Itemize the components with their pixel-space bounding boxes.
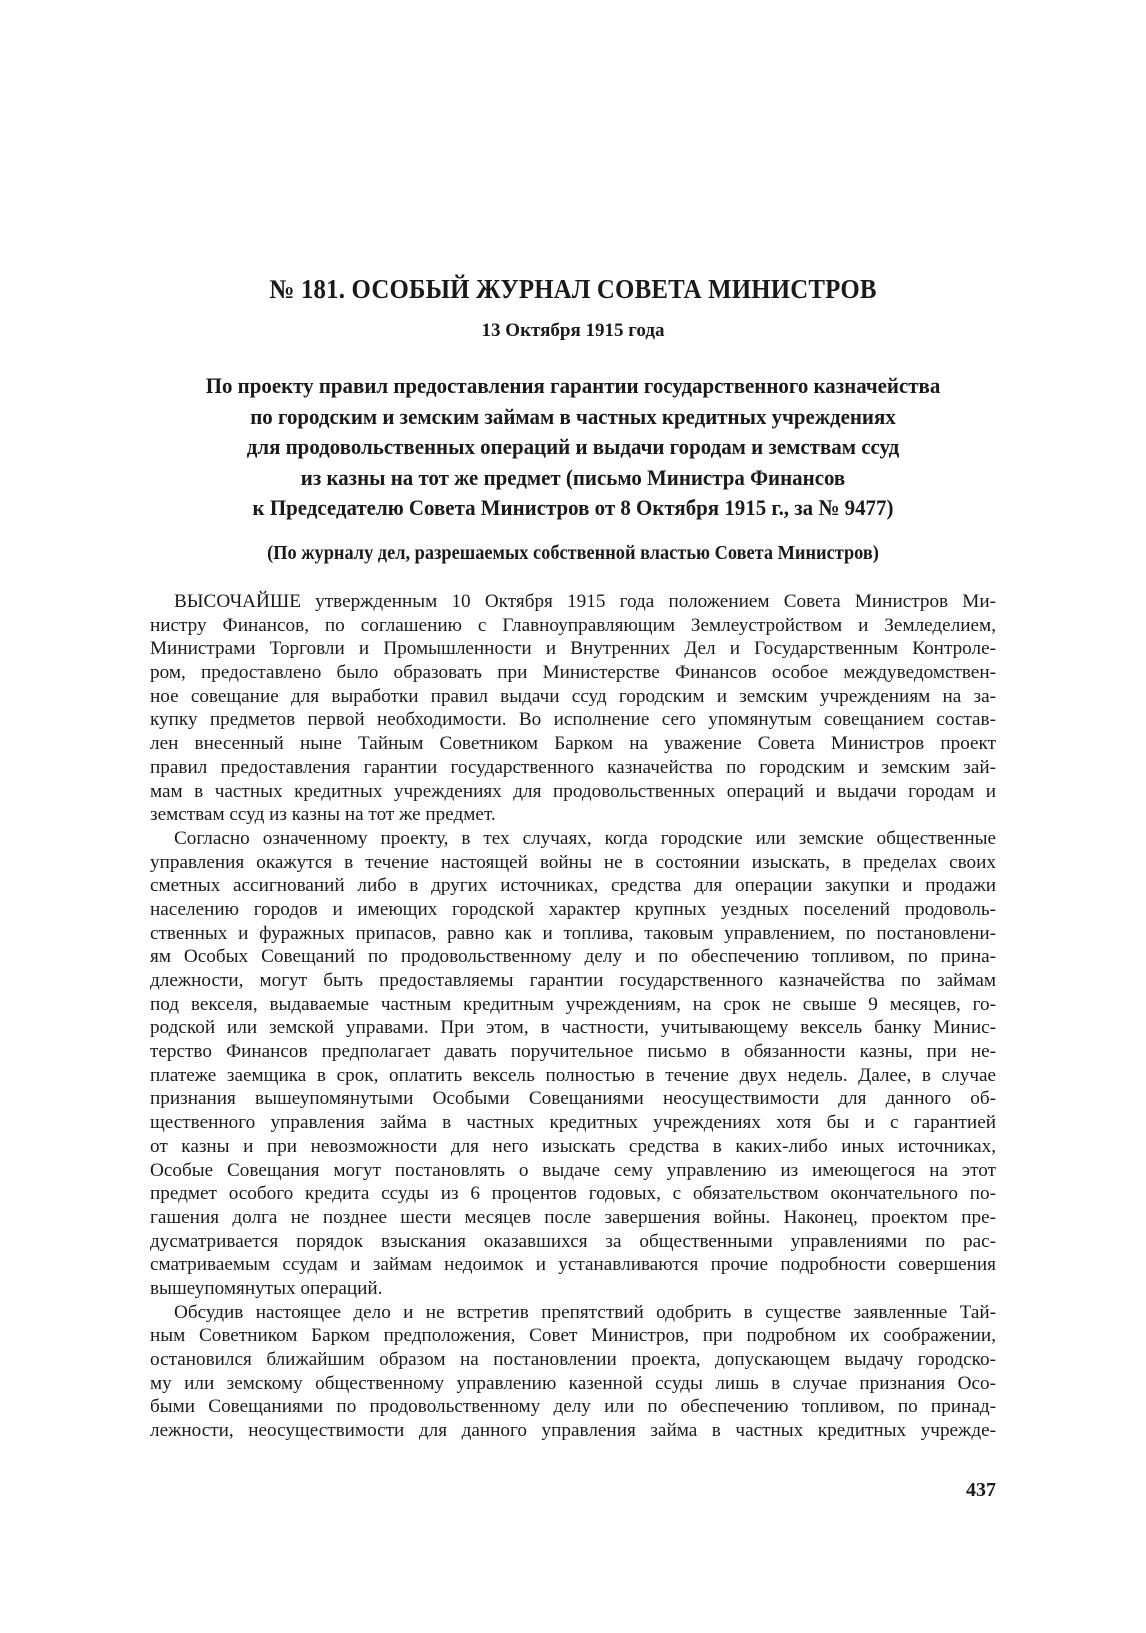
body-line: купку предметов первой необходимости. Во исполнение сего упомянутым совещанием состав- (150, 709, 996, 731)
body-line: сматриваемым ссудам и займам недоимок и устанавливаются прочие подробности совершения (150, 1254, 996, 1276)
body-line: правил предоставления гарантии государственного казначейства по городским и земским зай- (150, 756, 996, 778)
body-line: быми Совещаниями по продовольственному делу или по обеспечению топливом, по принад- (150, 1396, 996, 1418)
document-title: № 181. ОСОБЫЙ ЖУРНАЛ СОВЕТА МИНИСТРОВ (269, 274, 877, 304)
body-line: длежности, могут быть предоставляемы гарантии государственного казначейства по займам (150, 970, 996, 991)
body-line: земствам ссуд из казны на тот же предмет. (150, 804, 496, 826)
document-date: 13 Октября 1915 года (481, 320, 665, 341)
body-line: дусматривается порядок взыскания оказавшихся за общественными управлениями по рас- (150, 1230, 996, 1252)
body-line: ВЫСОЧАЙШЕ утвержденным 10 Октября 1915 года положением Совета Министров Ми- (174, 591, 996, 612)
body-line: управления окажутся в течение настоящей войны не в состоянии изыскать, в пределах своих (150, 851, 996, 873)
body-line: Обсудив настоящее дело и не встретив препятствий одобрить в существе заявленные Тай- (174, 1301, 996, 1323)
body-line: населению городов и имеющих городской характер крупных уездных поселений продоволь- (150, 898, 996, 920)
body-line: Согласно означенному проекту, в тех случаях, когда городские или земские общественные (174, 827, 996, 849)
body-line: вышеупомянутых операций. (150, 1277, 383, 1299)
subject-line: из казны на тот же предмет (письмо Министра Финансов (300, 464, 846, 490)
body-line: гашения долга не позднее шести месяцев после завершения войны. Наконец, проектом пре- (150, 1206, 996, 1228)
body-line: ственных и фуражных припасов, равно как и топлива, таковым управлением, по постановлени- (150, 922, 996, 944)
body-line: нистру Финансов, по соглашению с Главноуправляющим Землеустройством и Земледелием, (150, 614, 996, 636)
body-line: лен внесенный ныне Тайным Советником Барком на уважение Совета Министров проект (150, 733, 996, 755)
document-subject (180, 371, 967, 524)
body-line: терство Финансов предполагает давать поручительное письмо в обязанности казны, при не- (150, 1041, 996, 1063)
document-body (150, 590, 996, 1443)
body-line: му или земскому общественному управлению казенной ссуды лишь в случае признания Осо- (150, 1372, 996, 1394)
body-line: остановился ближайшим образом на постановлении проекта, допускающем выдачу городско- (150, 1349, 996, 1370)
body-line: ным Советником Барком предположения, Совет Министров, при подробном их соображении, (150, 1325, 996, 1347)
body-line: ром, предоставлено было образовать при Министерстве Финансов особое междуведомствен- (150, 662, 996, 684)
body-line: платеже заемщика в срок, оплатить вексель полностью в течение двух недель. Далее, в случае (150, 1064, 996, 1086)
body-line: мам в частных кредитных учреждениях для продовольственных операций и выдачи городам и (150, 780, 996, 802)
body-line: ное совещание для выработки правил выдачи ссуд городским и земским учреждениям на за- (150, 685, 996, 707)
subject-line: для продовольственных операций и выдачи городам и земствам ссуд (246, 434, 900, 459)
page-number: 437 (966, 1479, 996, 1501)
subject-line: по городским и земским займам в частных кредитных учреждениях (250, 403, 896, 429)
subject-line: к Председателю Совета Министров от 8 Октября 1915 г., за № 9477) (252, 495, 894, 520)
body-line: лежности, неосуществимости для данного управления займа в частных кредитных учрежде- (150, 1420, 996, 1442)
body-line: предмет особого кредита ссуды из 6 процентов годовых, с обязательством окончательного по- (150, 1183, 996, 1205)
body-line: от казны и при невозможности для него изыскать средства в каких-либо иных источниках, (150, 1135, 996, 1157)
document-note: (По журналу дел, разрешаемых собственной властью Совета Министров) (267, 543, 879, 564)
body-line: сметных ассигнований либо в других источниках, средства для операции закупки и продажи (150, 875, 996, 897)
body-line: родской или земской управами. При этом, в частности, учитывающему вексель банку Минис- (150, 1017, 996, 1039)
body-line: Особые Совещания могут постановлять о выдаче сему управлению из имеющегося на этот (150, 1159, 996, 1181)
body-line: щественного управления займа в частных кредитных учреждениях хотя бы и с гарантией (150, 1112, 996, 1134)
body-line: под векселя, выдаваемые частным кредитным учреждениям, на срок не свыше 9 месяцев, го- (150, 993, 996, 1015)
body-line: Министрами Торговли и Промышленности и Внутренних Дел и Государственным Контроле- (150, 638, 996, 660)
body-line: ям Особых Совещаний по продовольственному делу и по обеспечению топливом, по прина- (150, 946, 996, 968)
subject-line: По проекту правил предоставления гарантии государственного казначейства (205, 373, 941, 398)
body-line: признания вышеупомянутыми Особыми Совещаниями неосуществимости для данного об- (150, 1088, 996, 1110)
